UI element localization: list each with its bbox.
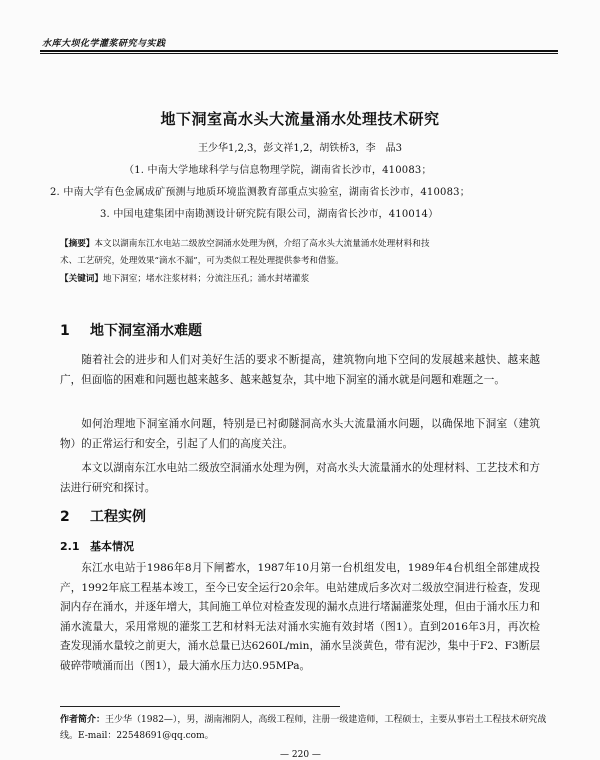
keywords-label: 【关键词】	[60, 274, 103, 284]
section-heading-1	[60, 320, 202, 340]
abstract-text-1: 本文以湖南东江水电站二级放空洞涌水处理为例，介绍了高水头大流量涌水处理材料和技	[94, 239, 430, 249]
footnote-text: 王少华（1982—），男，湖南湘阴人，高级工程师，注册一级建造师，工程硕士，主要从事岩土工程技术研究战线。E-mail：22548691@qq.com。	[60, 715, 547, 741]
author-list: 王少华1,2,3，彭文祥1,2，胡铁桥3，李 晶3	[197, 143, 403, 154]
header-rule-thin	[40, 53, 558, 54]
abstract-line-1	[60, 236, 430, 252]
author-bio-footnote	[60, 712, 550, 744]
article-title: 地下洞室高水头大流量涌水处理技术研究	[160, 110, 440, 128]
page-number: — 220 —	[280, 750, 321, 760]
affiliation-3: 3. 中国电建集团中南勘测设计研究院有限公司，湖南省长沙市，410014）	[100, 209, 439, 220]
subsection-heading	[60, 538, 134, 554]
paragraph: 东江水电站于1986年8月下闸蓄水，1987年10月第一台机组发电，1989年4台机组全部建成投产，1992年底工程基本竣工，至今已安全运行20余年。电站建成后多次对二级放空洞进行检查，发现洞内存在涌水，并逐年增大，其间施工单位对检查发现的漏水点进行堵漏灌浆处理，但由于涌水压力和涌水流量大，采用常规的灌浆工艺和材料无法对涌水实施有效封堵（图1）。直到2016年3月，再次检查发现涌水量较之前更大，涌水总量已达6260L/min，涌水呈淡黄色，带有泥沙，集中于F2、F3断层破碎带喷涌而出（图1），最大涌水压力达0.95MPa。	[60, 562, 540, 672]
section-number: 2	[60, 509, 70, 525]
paragraph: 本文以湖南东江水电站二级放空洞涌水处理为例，对高水头大流量涌水的处理材料、工艺技术和方法进行研究和探讨。	[60, 462, 540, 494]
keywords-line	[60, 271, 309, 287]
abstract-label: 【摘要】	[60, 239, 95, 249]
abstract-text-2: 术、工艺研究，处理效果“滴水不漏”，可为类似工程处理提供参考和借鉴。	[60, 256, 344, 266]
section-heading-2	[60, 506, 146, 526]
subsection-title: 基本情况	[90, 540, 134, 553]
subsection-number: 2.1	[60, 540, 80, 553]
section-title: 地下洞室涌水难题	[90, 323, 202, 339]
paragraph: 随着社会的进步和人们对美好生活的要求不断提高，建筑物向地下空间的发展越来越快、越来越广，但面临的困难和问题也越来越多、越来越复杂，其中地下洞室的涌水就是问题和难题之一。	[60, 354, 540, 386]
affiliation-2: 2. 中南大学有色金属成矿预测与地质环境监测教育部重点实验室，湖南省长沙市，410083；	[50, 187, 470, 198]
footnote-rule	[60, 706, 340, 707]
footnote-label: 作者简介：	[60, 715, 106, 725]
section-number: 1	[60, 323, 70, 339]
paragraph: 如何治理地下洞室涌水问题，特别是已衬砌隧洞高水头大流量涌水问题，以确保地下洞室（建筑物）的正常运行和安全，引起了人们的高度关注。	[60, 418, 540, 450]
affiliation-1: （1. 中南大学地球科学与信息物理学院，湖南省长沙市，410083；	[124, 165, 432, 176]
header-rule	[40, 50, 558, 52]
keywords-text: 地下洞室；堵水注浆材料；分流注压孔；涌水封堵灌浆	[102, 274, 310, 284]
running-header: 水库大坝化学灌浆研究与实践	[42, 39, 166, 49]
section-title: 工程实例	[90, 509, 146, 525]
